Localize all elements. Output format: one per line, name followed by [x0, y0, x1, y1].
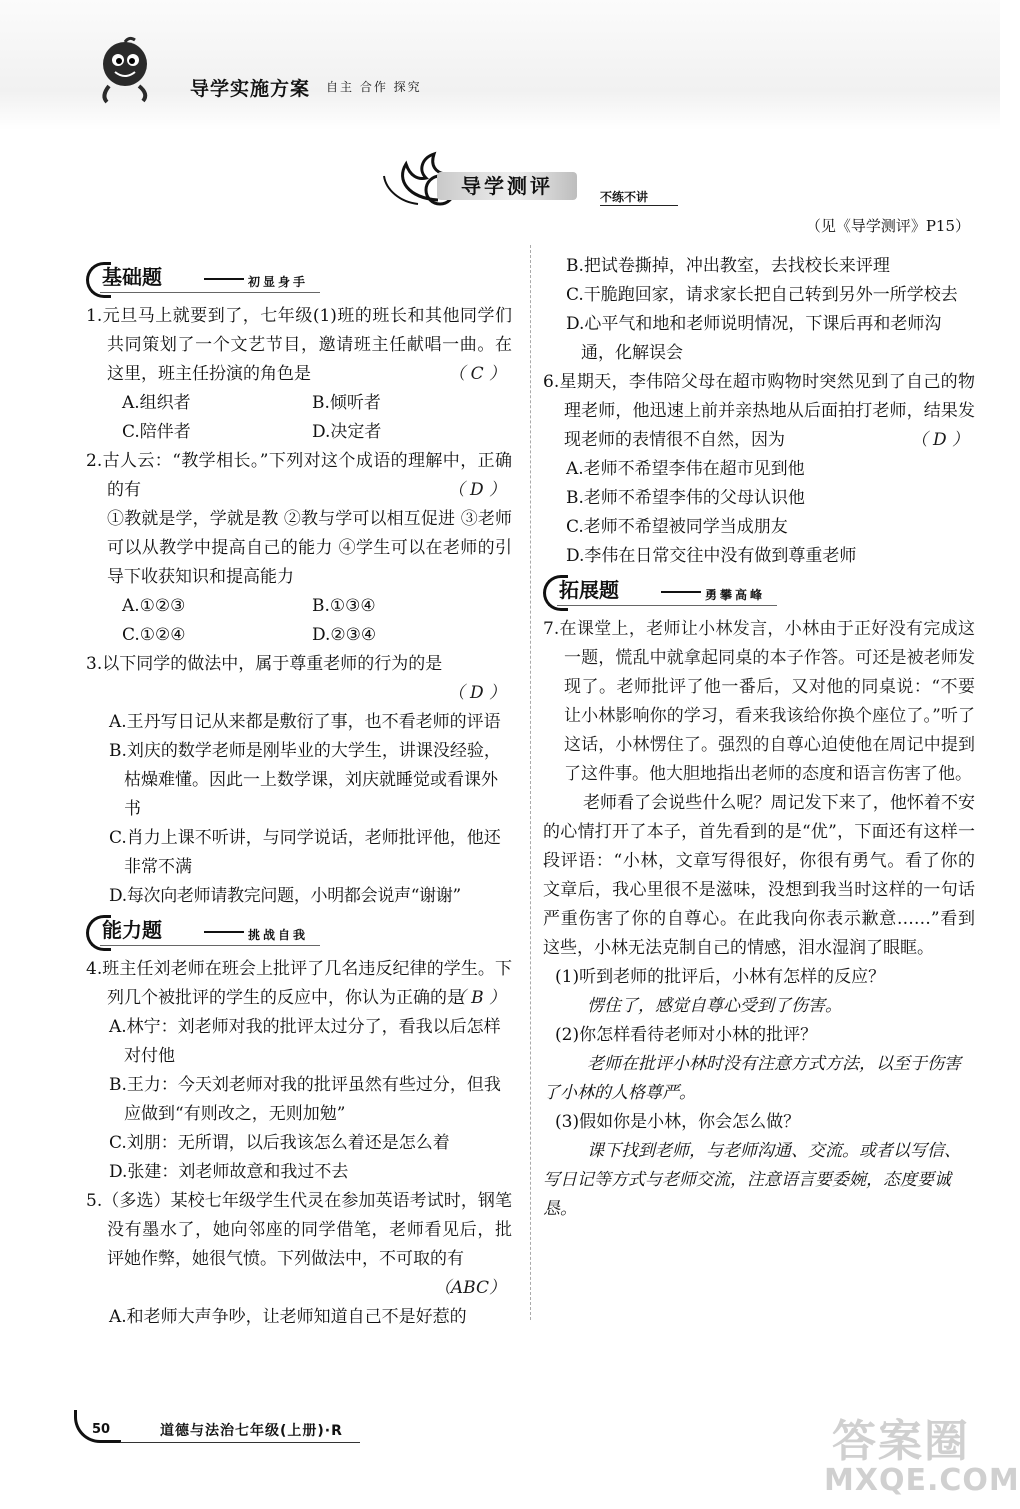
answer: （ C ）	[448, 364, 506, 384]
answer: （ D ）	[910, 430, 969, 450]
option: D.每次向老师请教完问题，小明都会说声“谢谢”	[109, 886, 461, 906]
option: B.王力：今天刘老师对我的批评虽然有些过分，但我应做到“有则改之，无则加勉”	[109, 1075, 501, 1124]
option: B.①③④	[312, 596, 376, 616]
section-subtitle: 挑战自我	[248, 928, 309, 942]
question-1	[86, 302, 512, 389]
options-row	[86, 592, 512, 621]
sub-question-3: (3)假如你是小林，你会怎么做？	[555, 1112, 801, 1132]
sub-answer-3: 课下找到老师，与老师沟通、交流。或者以写信、写日记等方式与老师交流，注意语言要委婉，态度要诚恳。	[543, 1141, 961, 1219]
question-7-paragraph-1: 7.在课堂上，老师让小林发言，小林由于正好没有完成这一题，慌乱中就拿起同桌的本子作答。可还是被老师发现了。老师批评了他一番后，又对他的同桌说：“不要让小林影响你的学习，看来我该给你换个座位了。”听了这话，小林愣住了。强烈的自尊心迫使他在周记中提到了这件事。他大胆地指出老师的态度和语言伤害了他。	[543, 619, 975, 784]
question-stem: 4.班主任刘老师在班会上批评了几名违反纪律的学生。下列几个被批评的学生的反应中，你认为正确的是	[86, 959, 512, 1008]
option: B.老师不希望李伟的父母认识他	[566, 488, 805, 508]
reference-note: （见《导学测评》P15）	[805, 217, 970, 235]
section-dash	[204, 278, 244, 280]
sub-answer-1: 愣住了，感觉自尊心受到了伤害。	[587, 996, 842, 1016]
section-underline	[100, 945, 320, 946]
option: D.②③④	[312, 625, 377, 645]
footer-book-title: 道德与法治七年级(上册)·R	[160, 1423, 343, 1439]
banner-rule	[600, 205, 678, 206]
option: D.张建：刘老师故意和我过不去	[109, 1162, 349, 1182]
mascot-logo-icon	[95, 38, 155, 104]
question-6	[543, 368, 975, 455]
option: C.老师不希望被同学当成朋友	[566, 517, 788, 537]
section-dash	[204, 931, 244, 933]
option: A.①②③	[122, 596, 186, 616]
page-number: 50	[92, 1422, 111, 1437]
answer: （ D ）	[447, 480, 506, 500]
option: D.心平气和地和老师说明情况，下课后再和老师沟通，化解误会	[566, 314, 942, 363]
question-stem: 2.古人云：“教学相长。”下列对这个成语的理解中，正确的有	[86, 451, 512, 500]
answer: （ B ）	[448, 988, 506, 1008]
question-4	[86, 955, 512, 1013]
section-header-ability	[86, 913, 512, 953]
option: C.①②④	[122, 625, 186, 645]
option: C.肖力上课不听讲，与同学说话，老师批评他，他还非常不满	[109, 828, 501, 877]
section-header-basic	[86, 260, 512, 300]
question-5: 5.（多选）某校七年级学生代灵在参加英语考试时，钢笔没有墨水了，她向邻座的同学借笔，老师看见后，批评她作弊，她很气愤。下列做法中，不可取的有	[86, 1191, 512, 1269]
section-title: 基础题	[102, 265, 162, 289]
right-column	[543, 252, 975, 1224]
left-column	[86, 258, 512, 1332]
option: B.倾听者	[312, 393, 381, 413]
question-2	[86, 447, 512, 505]
option: A.林宁：刘老师对我的批评太过分了，看我以后怎样对付他	[109, 1017, 501, 1066]
section-subtitle: 勇攀高峰	[705, 588, 766, 602]
section-title: 拓展题	[559, 578, 619, 602]
section-dash	[661, 591, 701, 593]
banner-subtitle: 不练不讲	[600, 190, 649, 204]
watermark-line-1: 答案圈	[832, 1416, 970, 1467]
option: A.组织者	[122, 393, 191, 413]
question-stem: 6.星期天，李伟陪父母在超市购物时突然见到了自己的物理老师，他迅速上前并亲热地从后面拍打老师，结果发现老师的表情很不自然，因为	[543, 372, 975, 450]
sub-question-2: (2)你怎样看待老师对小林的批评？	[555, 1025, 818, 1045]
question-7-paragraph-2: 老师看了会说些什么呢？周记发下来了，他怀着不安的心情打开了本子，首先看到的是“优”，下面还有这样一段评语：“小林，文章写得很好，你很有勇气。看了你的文章后，我心里很不是滋味，没想到我当时这样的一句话严重伤害了你的自尊心。在此我向你表示歉意……”看到这些，小林无法克制自己的情感，泪水湿润了眼眶。	[543, 793, 975, 958]
option: C.干脆跑回家，请求家长把自己转到另外一所学校去	[566, 285, 958, 305]
question-3: 3.以下同学的做法中，属于尊重老师的行为的是	[86, 654, 443, 674]
section-underline	[557, 605, 777, 606]
section-subtitle: 初显身手	[248, 275, 309, 289]
option: C.刘朋：无所谓，以后我该怎么着还是怎么着	[109, 1133, 450, 1153]
section-underline	[100, 292, 320, 293]
header-subtitle: 自主 合作 探究	[326, 80, 422, 94]
section-title: 能力题	[102, 918, 162, 942]
options-row	[86, 389, 512, 418]
option: D.决定者	[312, 422, 382, 442]
option: A.和老师大声争吵，让老师知道自己不是好惹的	[109, 1307, 467, 1327]
sub-question-1: (1)听到老师的批评后，小林有怎样的反应？	[555, 967, 886, 987]
option: A.王丹写日记从来都是敷衍了事，也不看老师的评语	[109, 712, 501, 732]
options-row	[86, 418, 512, 447]
answer: （ABC）	[433, 1278, 506, 1298]
header-title: 导学实施方案	[190, 78, 311, 100]
option: B.刘庆的数学老师是刚毕业的大学生，讲课没经验，枯燥难懂。因此一上数学课，刘庆就睡觉或看课外书	[109, 741, 501, 819]
option: D.李伟在日常交往中没有做到尊重老师	[566, 546, 857, 566]
answer: （ D ）	[447, 683, 506, 703]
watermark-line-2: MXQE.COM	[824, 1463, 1020, 1498]
column-divider	[530, 245, 531, 1320]
banner-title: 导学测评	[437, 172, 577, 200]
question-statements: ①教就是学，学就是教 ②教与学可以相互促进 ③老师可以从教学中提高自己的能力 ④学生可以在老师的引导下收获知识和提高能力	[107, 509, 512, 587]
options-row	[86, 621, 512, 650]
option: C.陪伴者	[122, 422, 191, 442]
section-header-extend	[543, 573, 975, 613]
question-stem: 1.元旦马上就要到了，七年级(1)班的班长和其他同学们共同策划了一个文艺节目，邀请班主任献唱一曲。在这里，班主任扮演的角色是	[86, 306, 512, 384]
watermark	[818, 1405, 1020, 1503]
option: A.老师不希望李伟在超市见到他	[566, 459, 805, 479]
footer-rule	[120, 1442, 360, 1443]
sub-answer-2: 老师在批评小林时没有注意方式方法，以至于伤害了小林的人格尊严。	[543, 1054, 961, 1103]
option: B.把试卷撕掉，冲出教室，去找校长来评理	[566, 256, 890, 276]
